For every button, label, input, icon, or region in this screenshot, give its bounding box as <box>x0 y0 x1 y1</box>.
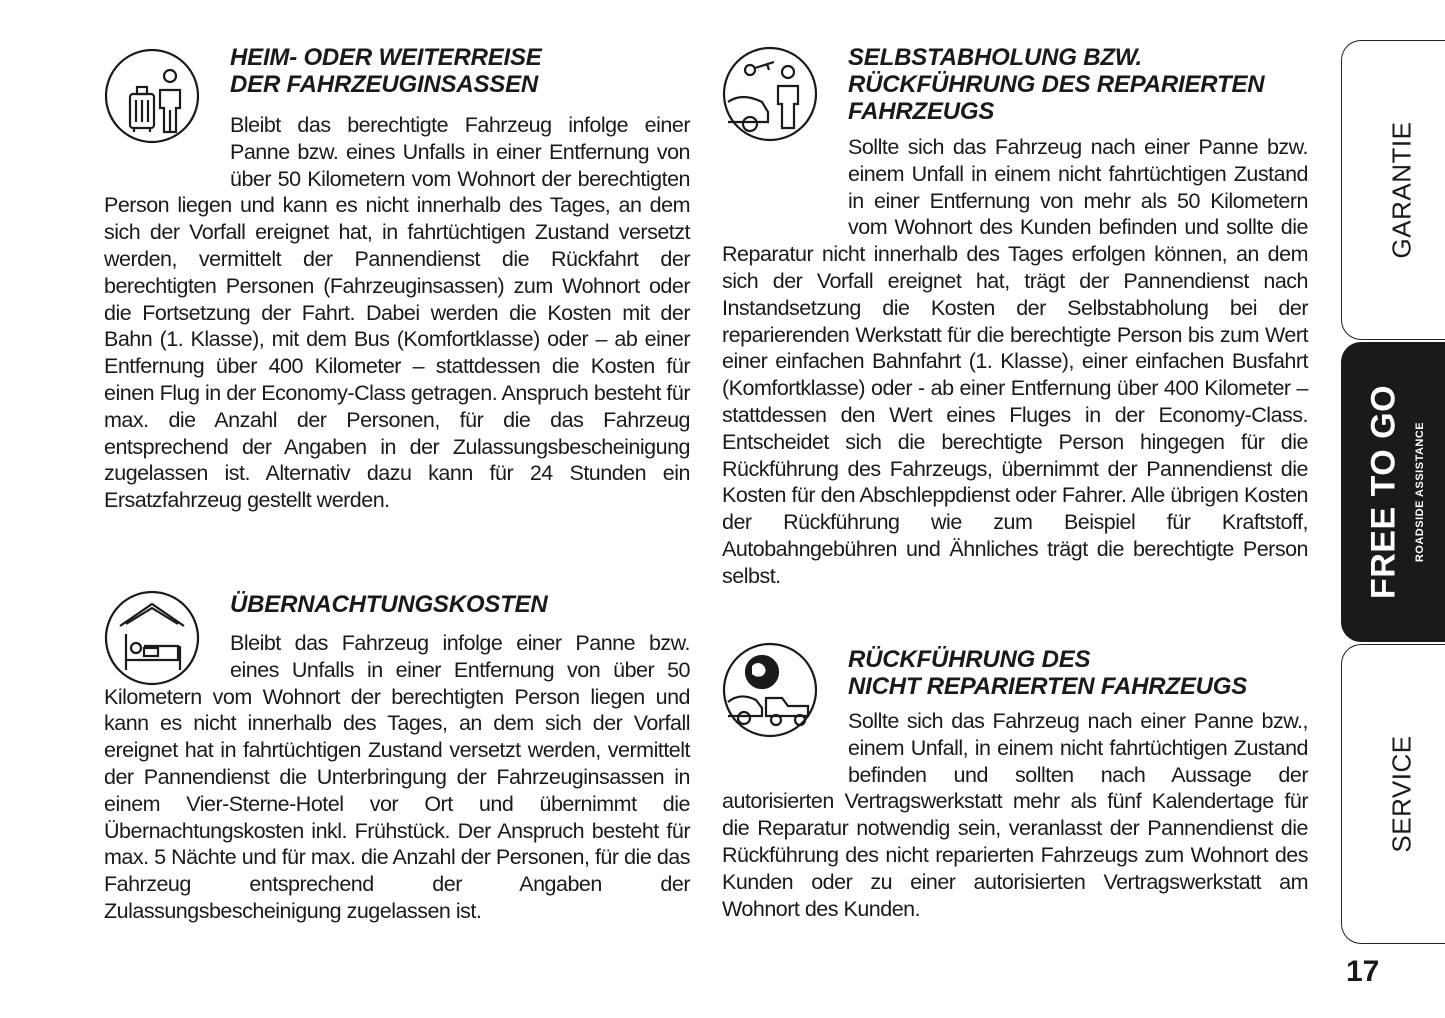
section-heading: HEIM- ODER WEITERREISE DER FAHRZEUGINSASSEN <box>230 44 542 98</box>
section-heading: ÜBERNACHTUNGSKOSTEN <box>230 591 548 618</box>
tab-service[interactable] <box>1341 644 1445 944</box>
page-number: 17 <box>1346 955 1380 988</box>
section-uebernachtungskosten <box>104 588 690 928</box>
section-heading: SELBSTABHOLUNG BZW. RÜCKFÜHRUNG DES REPARIERTEN FAHRZEUGS <box>848 44 1265 125</box>
tab-garantie-label: GARANTIE <box>1386 121 1416 259</box>
section-heim-oder-weiterreise <box>104 44 690 524</box>
section-body: Sollte sich das Fahrzeug nach einer Panne bzw., einem Unfall, in einem nicht fahrtüchtigen Zustand befinden und sollten nach Aussage der autorisierten Vertragswerkstatt mehr als fünf Kalendertage für die Reparatur notwendig sein, veranlasst der Pannendienst die Rückführung des nicht reparierten Fahrzeugs zum Wohnort des Kunden oder zu einer autorisierten Vertragswerkstatt am Wohnort des Kunden. <box>722 709 1308 921</box>
vehicle-pickup-key-icon <box>722 46 818 142</box>
section-body: Bleibt das Fahrzeug infolge einer Panne bzw. eines Unfalls in einer Entfernung von über 50 Kilometern vom Wohnort der berechtigten Person liegen und kann es nicht innerhalb des Tages, an dem sich der Vorfall ereignet hat in fahrtüchtigen Zustand versetzt werden, vermittelt der Pannendienst die Unterbringung der Fahrzeuginsassen in einem Vier-Sterne-Hotel vor Ort und übernimmt die Übernachtungskosten inkl. Frühstück. Der Anspruch besteht für max. 5 Nächte und für max. die Anzahl der Personen, für die das Fahrzeug entsprechend der Angaben der Zulassungsbescheinigung zugelassen ist. <box>104 631 690 923</box>
section-body: Sollte sich das Fahrzeug nach einer Panne bzw. einem Unfall in einem nicht fahrtüchtigen Zustand in einer Entfernung von mehr als 50 Kilometern vom Wohnort des Kunden befinden und sollte die Reparatur nicht innerhalb des Tages erfolgen können, an dem sich der Vorfall ereignet hat, trägt der Pannendienst nach Instandsetzung die Kosten der Selbstabholung bei der reparierenden Werkstatt für die berechtigte Person bis zum Wert einer einfachen Bahnfahrt (1. Klasse), einer einfachen Busfahrt (Komfortklasse) oder - ab einer Entfernung über 400 Kilometer – stattdessen den Wert eines Fluges in der Economy-Class. Entscheidet sich die berechtigte Person hingegen für die Rückführung des Fahrzeugs, übernimmt der Pannendienst die Kosten für den Abschleppdienst oder Fahrer. Alle übrigen Kosten der Rückführung wie zum Beispiel für Kraftstoff, Autobahngebühren und Ähnliches trägt die berechtigte Person selbst. <box>722 135 1308 588</box>
tab-free-to-go[interactable] <box>1341 342 1445 642</box>
section-selbstabholung <box>722 44 1308 588</box>
section-rueckfuehrung-nicht-repariert <box>722 642 1308 942</box>
tab-free-to-go-label: FREE TO GO <box>1364 384 1403 600</box>
tab-service-label: SERVICE <box>1386 735 1416 853</box>
section-body: Bleibt das berechtigte Fahrzeug infolge einer Panne bzw. eines Unfalls in einer Entfernung von über 50 Kilometern vom Wohnort der berechtigten Person liegen und kann es nicht innerhalb des Tages, an dem sich der Vorfall ereignet hat, in fahrtüchtigen Zustand versetzt werden, vermittelt der Pannendienst die Rückfahrt der berechtigten Personen (Fahrzeuginsassen) zum Wohnort oder die Fortsetzung der Fahrt. Dabei werden die Kosten mit der Bahn (1. Klasse), mit dem Bus (Komfortklasse) oder – ab einer Entfernung über 400 Kilometer – stattdessen die Kosten für einen Flug in der Economy-Class getragen. Anspruch besteht für max. die Anzahl der Personen, für die das Fahrzeug entsprechend der Angaben in der Zulassungsbescheinigung zugelassen ist. Alternativ dazu kann für 24 Stunden ein Ersatzfahrzeug gestellt werden. <box>104 113 690 513</box>
section-heading: RÜCKFÜHRUNG DES NICHT REPARIERTEN FAHRZEUGS <box>848 646 1248 700</box>
tab-roadside-label: ROADSIDE ASSISTANCE <box>1414 421 1426 563</box>
tab-garantie[interactable] <box>1341 40 1445 340</box>
